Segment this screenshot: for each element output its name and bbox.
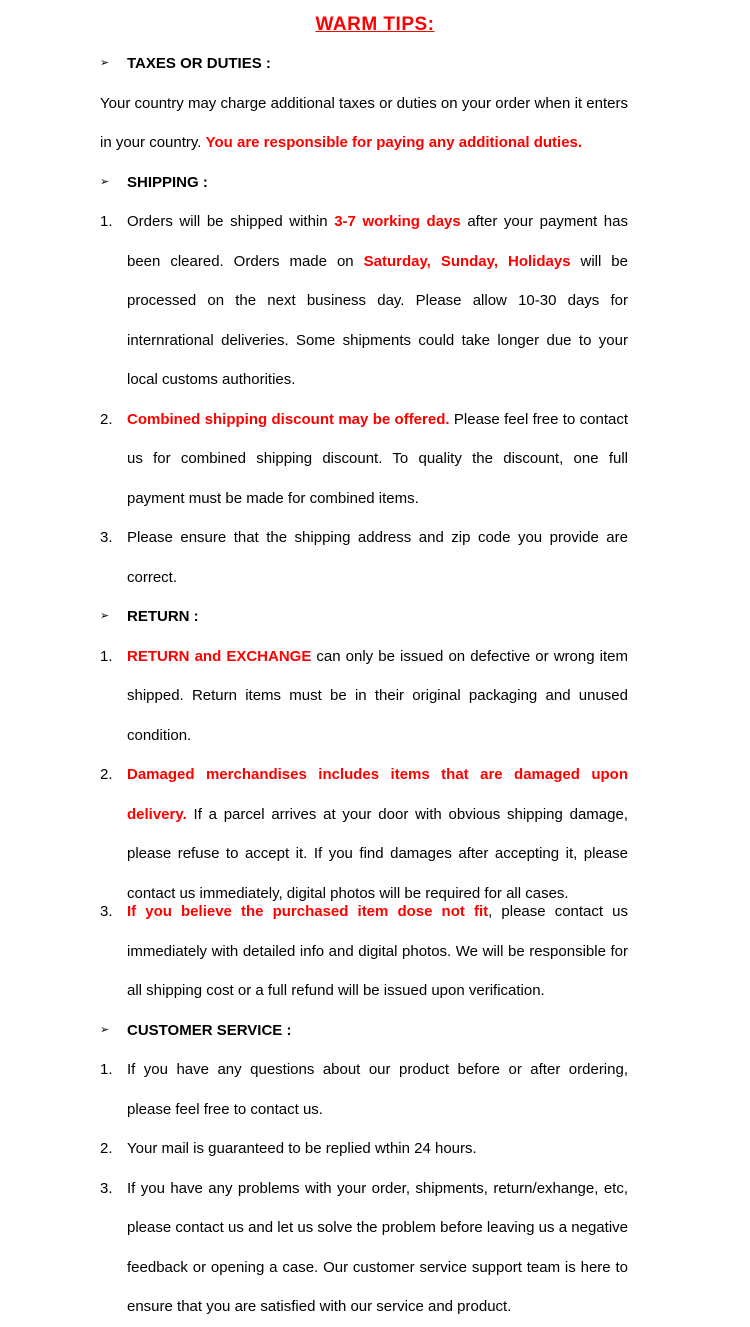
text-segment: If you have any questions about our product before or after ordering, please feel free to contact us.	[127, 1061, 628, 1118]
item-text	[127, 202, 628, 400]
list-item	[100, 637, 628, 756]
item-text	[127, 400, 628, 519]
text-segment: Your mail is guaranteed to be replied wthin 24 hours.	[127, 1140, 477, 1157]
section-heading-label: SHIPPING :	[127, 173, 208, 191]
section-heading	[100, 1011, 628, 1051]
list-item	[100, 1050, 628, 1129]
item-text	[127, 1050, 628, 1129]
text-segment: Orders will be shipped within	[127, 213, 335, 230]
item-number: 3.	[100, 903, 113, 920]
text-segment: , please contact us immediately with detailed info and digital photos. We will be responsible for all shipping cost or a full refund will be issued upon verification.	[127, 903, 628, 999]
arrow-bullet-icon: ➢	[100, 1023, 110, 1036]
text-segment: after your payment has been cleared. Orders made on	[127, 213, 628, 270]
text-segment: will be processed on the next business day. Please allow 10-30 days for internrational deliveries. Some shipments could take longer due to your local customs authorities.	[127, 252, 628, 388]
list-item	[100, 400, 628, 519]
item-text	[127, 518, 628, 597]
text-segment: can only be issued on defective or wrong item shipped. Return items must be in their original packaging and unused condition.	[127, 647, 628, 744]
item-text	[127, 637, 628, 756]
item-number: 3.	[100, 1179, 113, 1197]
section-heading-label: RETURN :	[127, 608, 199, 625]
section-taxes-or-duties	[100, 44, 628, 163]
list-item	[100, 202, 628, 400]
text-segment: If you have any problems with your order, shipments, return/exhange, etc, please contact us and let us solve the problem before leaving us a negative feedback or opening a case. Our customer service support team is here to ensure that you are satisfied with our service and product.	[127, 1179, 628, 1315]
arrow-bullet-icon: ➢	[100, 610, 110, 622]
item-number: 2.	[100, 410, 113, 428]
text-segment: Please feel free to contact us for combined shipping discount. To quality the discount, one full payment must be made for combined items.	[127, 410, 629, 507]
section-shipping	[100, 163, 628, 598]
document-body	[100, 44, 628, 1327]
highlight-text-segment: If you believe the purchased item dose not fit	[127, 903, 489, 920]
item-text	[127, 1169, 628, 1327]
text-segment: Please ensure that the shipping address and zip code you provide are correct.	[127, 529, 628, 586]
highlight-text-segment: Combined shipping discount may be offered.	[127, 410, 450, 428]
section-customer-service	[100, 1011, 628, 1327]
list-item	[100, 84, 628, 163]
section-heading-label: CUSTOMER SERVICE :	[127, 1021, 292, 1039]
item-number: 2.	[100, 1140, 113, 1157]
highlight-text-segment: RETURN and EXCHANGE	[127, 647, 312, 665]
section-heading-label: TAXES OR DUTIES :	[127, 55, 271, 72]
section-heading	[100, 163, 628, 203]
text-segment: Your country may charge additional taxes or duties on your order when it enters in your country.	[100, 94, 628, 151]
page-title: WARM TIPS:	[315, 14, 435, 35]
arrow-bullet-icon: ➢	[100, 57, 110, 69]
section-heading	[100, 44, 628, 84]
arrow-bullet-icon: ➢	[100, 175, 110, 188]
highlight-text-segment: You are responsible for paying any additional duties.	[205, 134, 583, 151]
list-item	[100, 1129, 628, 1169]
highlight-text-segment: 3-7 working days	[334, 213, 461, 230]
item-number: 1.	[100, 647, 113, 665]
section-heading	[100, 597, 628, 637]
list-item	[100, 892, 628, 1011]
item-number: 1.	[100, 213, 113, 230]
list-item	[100, 518, 628, 597]
item-number: 3.	[100, 529, 113, 546]
highlight-text-segment: Damaged merchandises includes items that are damaged upon delivery.	[127, 766, 628, 823]
item-text	[127, 892, 628, 1011]
list-item	[100, 1169, 628, 1327]
item-text	[127, 1129, 628, 1169]
highlight-text-segment: Saturday, Sunday, Holidays	[363, 252, 571, 270]
item-number: 1.	[100, 1061, 113, 1078]
item-text	[127, 755, 628, 913]
text-segment: If a parcel arrives at your door with obvious shipping damage, please refuse to accept it. If you find damages after accepting it, please contact us immediately, digital photos will be required for all cases.	[127, 805, 628, 902]
item-text	[100, 84, 628, 163]
item-number: 2.	[100, 766, 113, 783]
section-return	[100, 597, 628, 1011]
list-item	[100, 755, 628, 913]
